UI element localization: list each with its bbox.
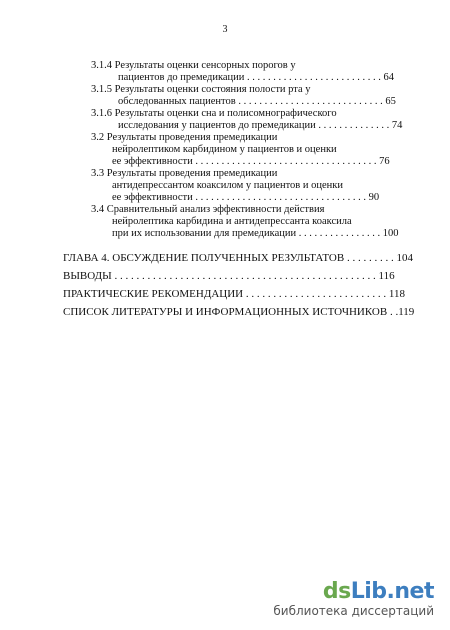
dslib-watermark <box>273 580 434 618</box>
toc-entry-3-4-line2: нейролептика карбидина и антидепрессанта коаксила <box>112 216 352 227</box>
toc-entry-3-3-line2: антидепрессантом коаксилом у пациентов и оценки <box>112 180 344 191</box>
toc-entry-3-2-line1: 3.2 Результаты проведения премедикации <box>91 132 278 143</box>
toc-entry-3-2-line2: нейролептиком карбидином у пациентов и оценки <box>112 144 337 155</box>
toc-recommendations: ПРАКТИЧЕСКИЕ РЕКОМЕНДАЦИИ . . . . . . . . . . . . . . . . . . . . . . . . . . 118 <box>63 288 405 300</box>
toc-entry-3-1-4-line2: пациентов до премедикации . . . . . . . . . . . . . . . . . . . . . . . . . . 64 <box>118 72 395 83</box>
page-number: 3 <box>222 24 228 35</box>
watermark-subtitle: библиотека диссертаций <box>273 604 434 618</box>
toc-entry-3-1-5-line2: обследованных пациентов . . . . . . . . . . . . . . . . . . . . . . . . . . . . 65 <box>118 96 396 107</box>
toc-references: СПИСОК ЛИТЕРАТУРЫ И ИНФОРМАЦИОННЫХ ИСТОЧНИКОВ . .119 <box>63 306 415 318</box>
toc-chapter-4: ГЛАВА 4. ОБСУЖДЕНИЕ ПОЛУЧЕННЫХ РЕЗУЛЬТАТОВ . . . . . . . . . 104 <box>63 252 413 264</box>
toc-entry-3-2-line3: ее эффективности . . . . . . . . . . . . . . . . . . . . . . . . . . . . . . . . . . . 76 <box>112 156 390 167</box>
toc-entry-3-4-line1: 3.4 Сравнительный анализ эффективности действия <box>91 204 325 215</box>
dslib-logo: dsLib.net <box>322 579 434 604</box>
toc-entry-3-3-line1: 3.3 Результаты проведения премедикации <box>91 168 278 179</box>
toc-entry-3-1-5-line1: 3.1.5 Результаты оценки состояния полости рта у <box>91 84 311 95</box>
toc-entry-3-1-6-line1: 3.1.6 Результаты оценки сна и полисомнографического <box>91 108 337 119</box>
toc-entry-3-3-line3: ее эффективности . . . . . . . . . . . . . . . . . . . . . . . . . . . . . . . . . 90 <box>112 192 380 203</box>
toc-conclusions: ВЫВОДЫ . . . . . . . . . . . . . . . . . . . . . . . . . . . . . . . . . . . . . . . . . . . . . . . . 116 <box>63 270 395 282</box>
toc-entry-3-4-line3: при их использовании для премедикации . . . . . . . . . . . . . . . . 100 <box>112 228 399 239</box>
toc-entry-3-1-4-line1: 3.1.4 Результаты оценки сенсорных порогов у <box>91 60 296 71</box>
toc-entry-3-1-6-line2: исследования у пациентов до премедикации . . . . . . . . . . . . . . 74 <box>118 120 403 131</box>
